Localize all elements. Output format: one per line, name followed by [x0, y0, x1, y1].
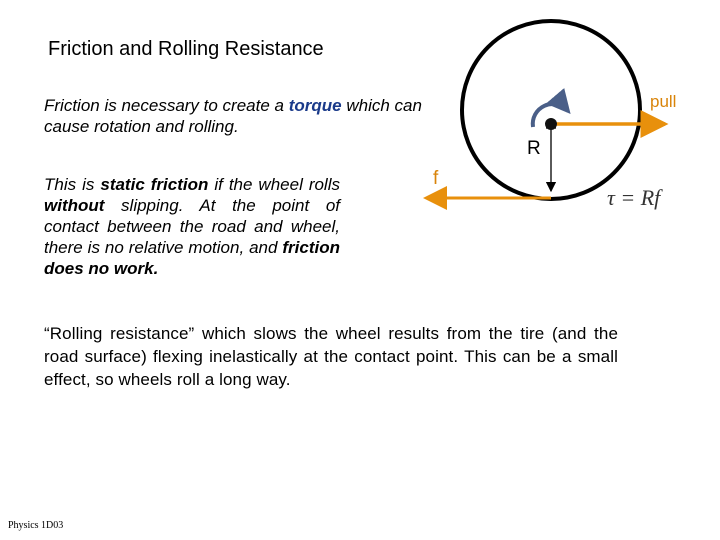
text-part: which can cause rotation and rolling. [44, 96, 422, 136]
bold-without: without [44, 196, 105, 215]
text-part: Friction is necessary to create a [44, 96, 289, 115]
torque-formula: τ = Rf [607, 185, 661, 210]
torque-keyword: torque [288, 96, 342, 115]
text-part: This is [44, 175, 101, 194]
bold-no-work: friction does no work. [44, 238, 340, 278]
radius-label: R [527, 138, 541, 159]
bold-static-friction: static friction [100, 175, 209, 194]
slide-title: Friction and Rolling Resistance [48, 38, 324, 60]
text-part: slipping. At the point of contact between the road and wheel, there is no relative motion, and [44, 196, 340, 257]
friction-label: f [433, 168, 439, 189]
rolling-resistance-paragraph: “Rolling resistance” which slows the wheel results from the tire (and the road surface) flexing inelastically at the contact point. This can be a small effect, so wheels roll a long way. [44, 324, 618, 389]
pull-label: pull [650, 92, 677, 111]
footer-course: Physics 1D03 [8, 520, 64, 531]
axle-dot [545, 118, 557, 130]
text-part: if the wheel rolls [208, 175, 340, 194]
